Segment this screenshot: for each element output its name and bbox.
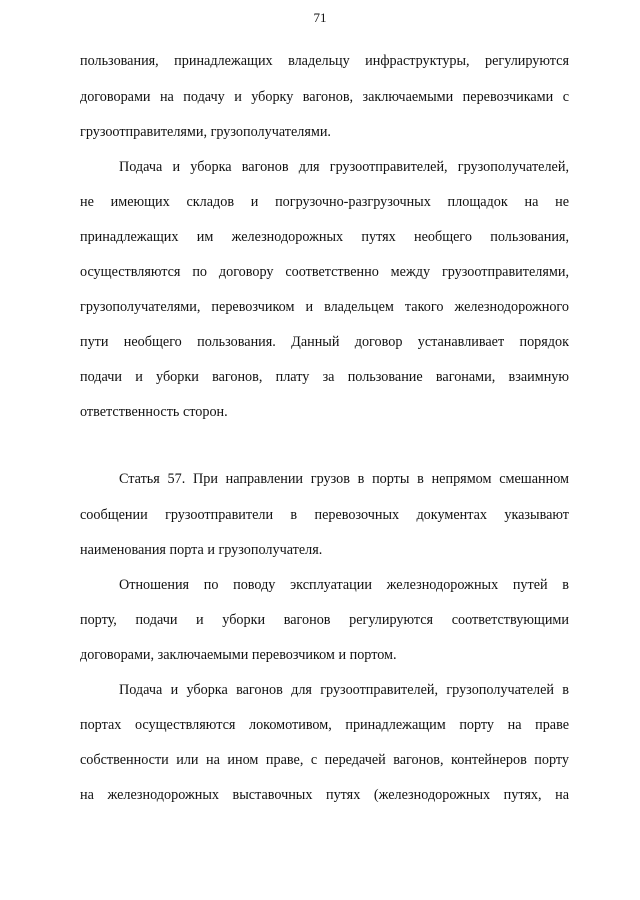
text-line: договорами на подачу и уборку вагонов, заключаемыми перевозчиками с	[80, 89, 569, 105]
text-line: пути необщего пользования. Данный договор устанавливает порядок	[80, 334, 569, 350]
text-line: собственности или на ином праве, с передачей вагонов, контейнеров порту	[80, 752, 569, 768]
text-line: договорами, заключаемыми перевозчиком и портом.	[80, 647, 397, 663]
text-line: грузополучателями, перевозчиком и владельцем такого железнодорожного	[80, 299, 569, 315]
text-line: портах осуществляются локомотивом, принадлежащим порту на праве	[80, 717, 569, 733]
text-line: не имеющих складов и погрузочно-разгрузочных площадок на не	[80, 194, 569, 210]
text-line: Подача и уборка вагонов для грузоотправителей, грузополучателей,	[119, 159, 569, 175]
text-line: на железнодорожных выставочных путях (железнодорожных путях, на	[80, 787, 569, 803]
text-line: принадлежащих им железнодорожных путях необщего пользования,	[80, 229, 569, 245]
text-line: осуществляются по договору соответственно между грузоотправителями,	[80, 264, 569, 280]
page-number: 71	[313, 10, 327, 25]
text-line: пользования, принадлежащих владельцу инфраструктуры, регулируются	[80, 53, 569, 69]
text-line: наименования порта и грузополучателя.	[80, 542, 323, 558]
article-heading-line: Статья 57. При направлении грузов в порты в непрямом смешанном	[119, 471, 569, 487]
text-line: грузоотправителями, грузополучателями.	[80, 124, 331, 140]
text-line: сообщении грузоотправители в перевозочных документах указывают	[80, 507, 569, 523]
text-line: подачи и уборки вагонов, плату за пользование вагонами, взаимную	[80, 369, 569, 385]
text-line: Подача и уборка вагонов для грузоотправителей, грузополучателей в	[119, 682, 569, 698]
text-line: Отношения по поводу эксплуатации железнодорожных путей в	[119, 577, 569, 593]
text-line: ответственность сторон.	[80, 404, 228, 420]
text-line: порту, подачи и уборки вагонов регулируются соответствующими	[80, 612, 569, 628]
